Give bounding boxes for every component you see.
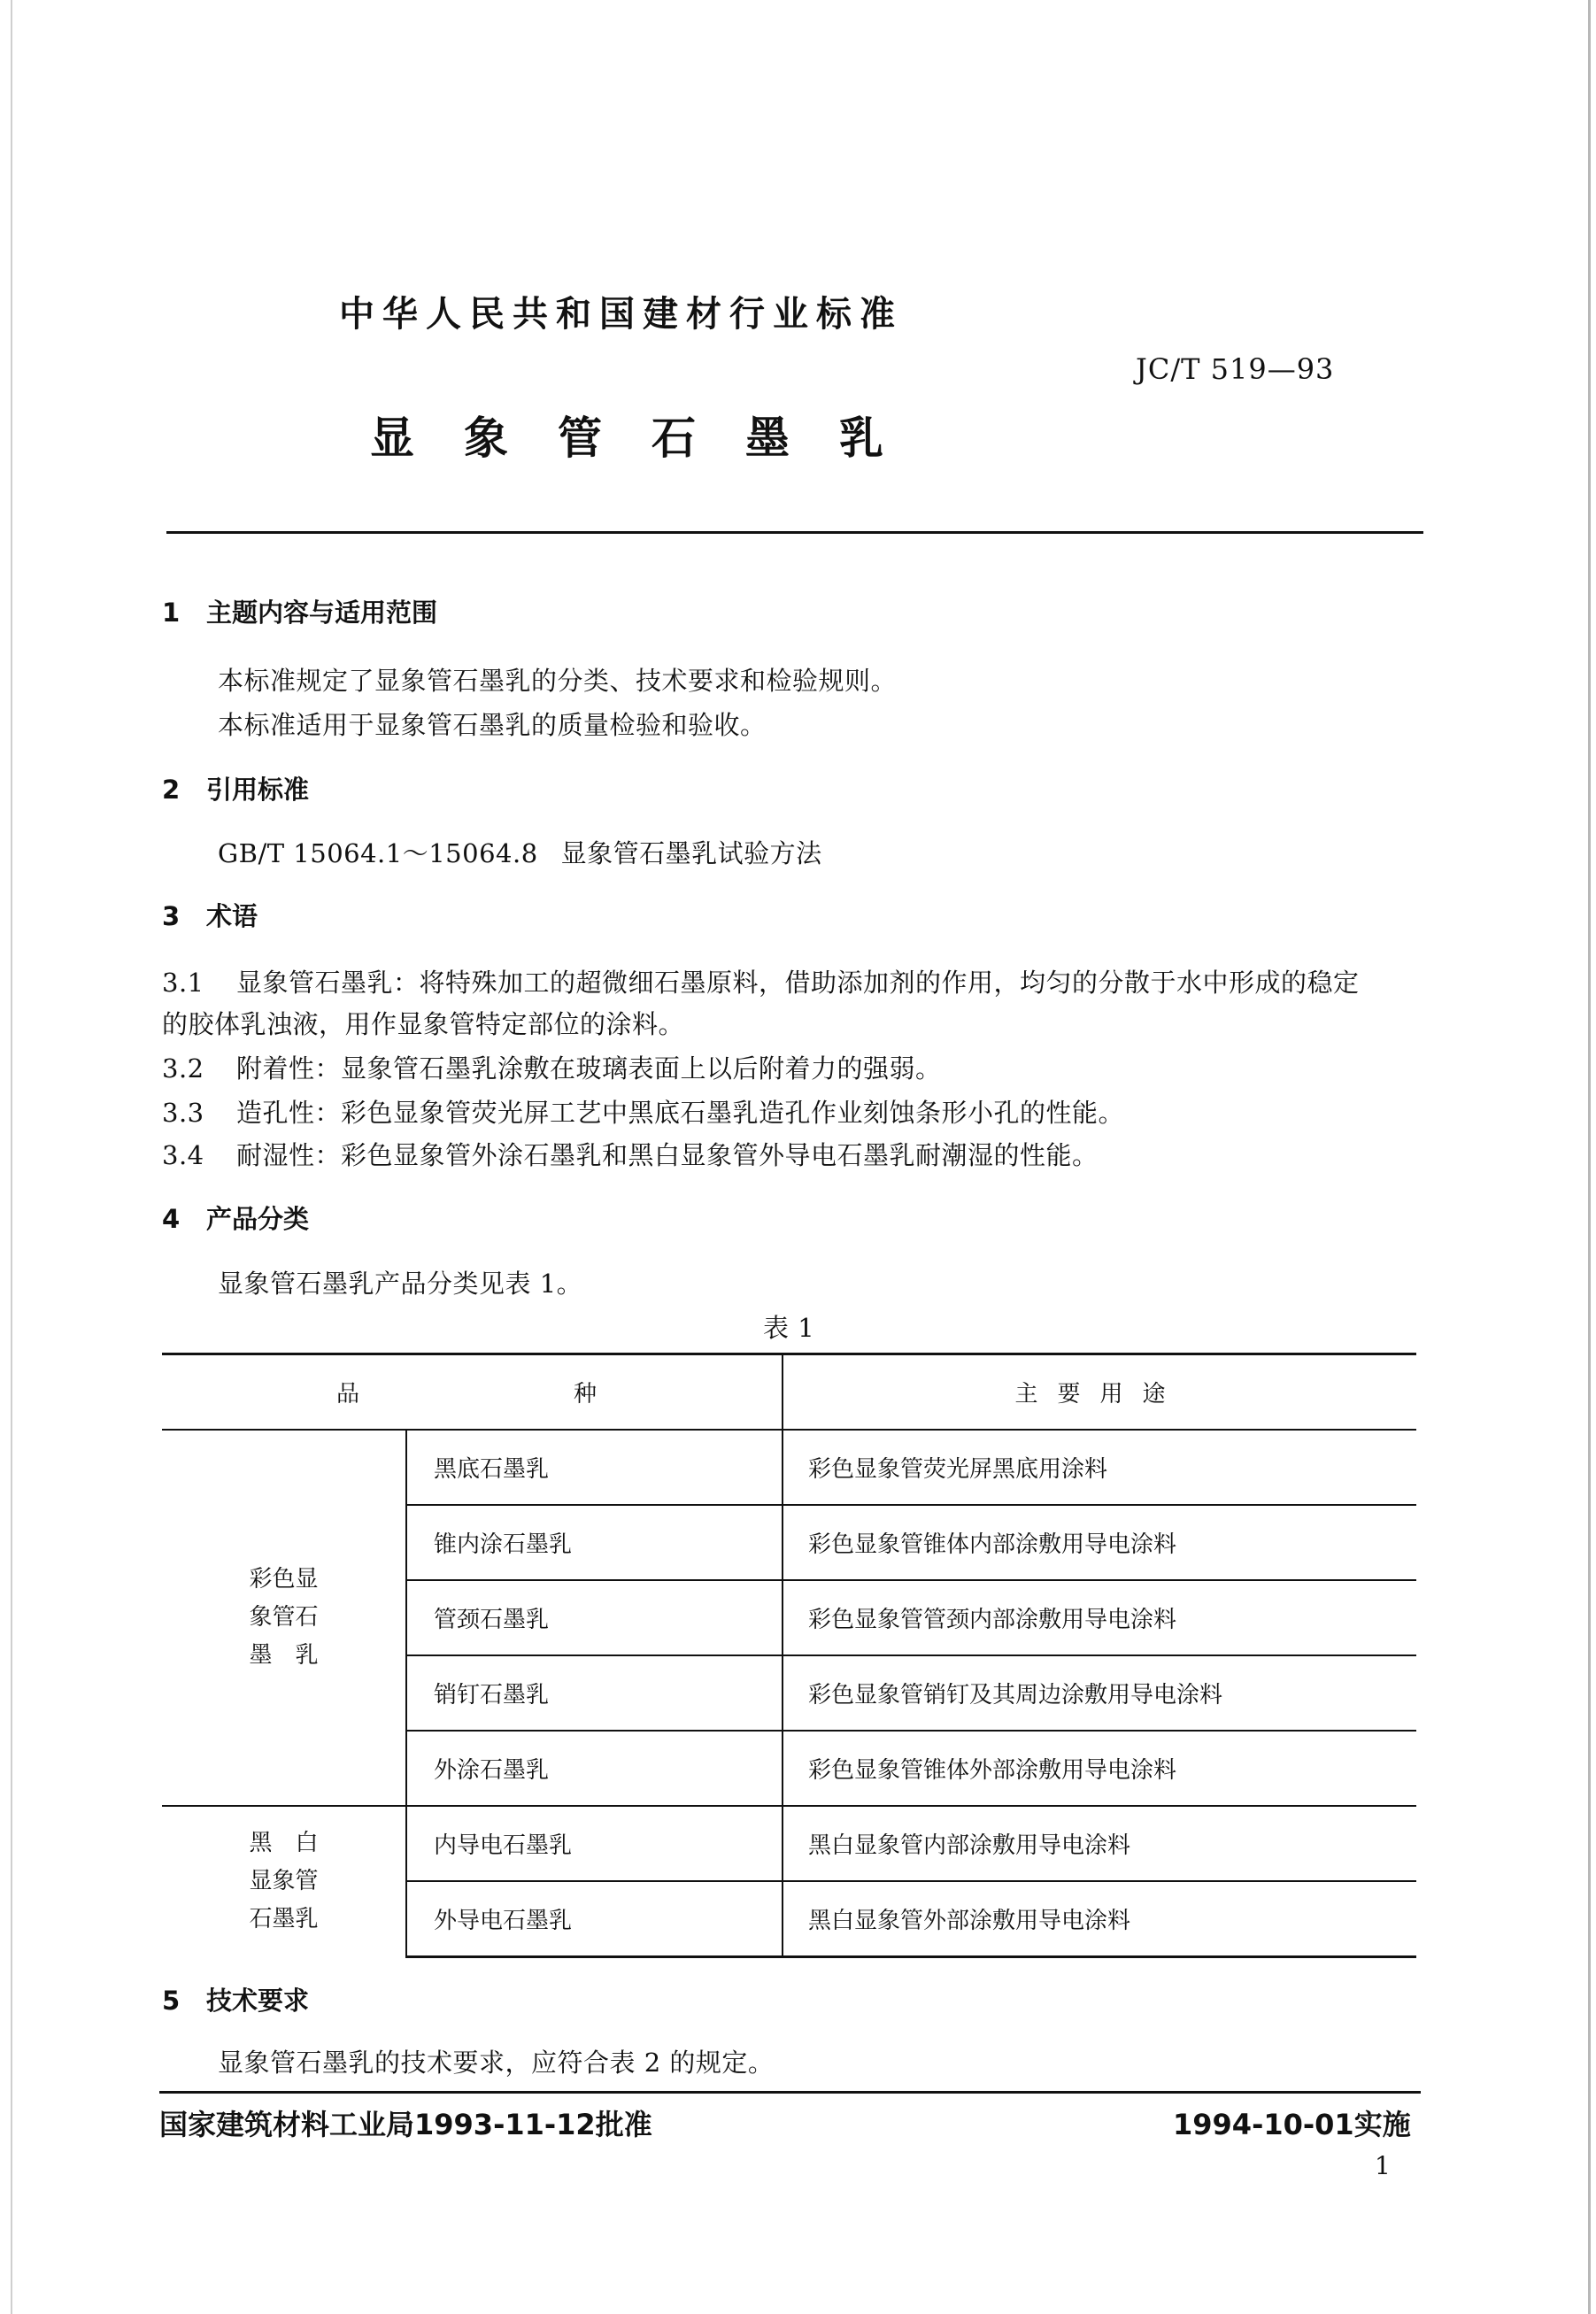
header-rule (166, 531, 1423, 534)
group-label-bw (162, 1806, 406, 1957)
issuer-title: 中华人民共和国建材行业标准 (339, 294, 903, 335)
paragraph: 本标准适用于显象管石墨乳的质量检验和验收。 (218, 710, 767, 740)
product-name: 内导电石墨乳 (406, 1806, 783, 1881)
header-variety (162, 1354, 783, 1431)
group-label-line: 象管石 (249, 1604, 319, 1631)
document-title: 显象管石墨乳 (370, 413, 933, 464)
section-title: 产品分类 (206, 1204, 310, 1234)
term-text: 造孔性：彩色显象管荧光屏工艺中黑底石墨乳造孔作业刻蚀条形小孔的性能。 (236, 1098, 1125, 1128)
term-3-1 (162, 963, 1360, 999)
product-use: 彩色显象管销钉及其周边涂敷用导电涂料 (783, 1655, 1416, 1731)
term-3-1-continued: 的胶体乳浊液，用作显象管特定部位的涂料。 (162, 1009, 685, 1039)
section-5-heading (162, 1981, 309, 2017)
product-use: 彩色显象管管颈内部涂敷用导电涂料 (783, 1580, 1416, 1655)
section-number: 2 (162, 775, 181, 805)
product-name: 外涂石墨乳 (406, 1731, 783, 1806)
section-title: 引用标准 (206, 775, 310, 805)
page-number: 1 (1375, 2151, 1391, 2180)
page-edge-right (1588, 0, 1591, 2314)
footer-rule (159, 2091, 1421, 2094)
product-use: 彩色显象管锥体外部涂敷用导电涂料 (783, 1731, 1416, 1806)
page-edge-left (11, 0, 12, 2314)
product-name: 销钉石墨乳 (406, 1655, 783, 1731)
reference-code: GB/T 15064.1～15064.8 (218, 838, 538, 868)
product-use: 黑白显象管内部涂敷用导电涂料 (783, 1806, 1416, 1881)
group-label-line: 黑 白 (249, 1830, 319, 1857)
section-number: 5 (162, 1986, 181, 2016)
approval-line: 国家建筑材料工业局1993-11-12批准 (159, 2108, 652, 2141)
section-title: 技术要求 (206, 1986, 310, 2016)
classification-table (162, 1353, 1416, 1958)
reference-title: 显象管石墨乳试验方法 (560, 838, 822, 868)
product-name: 黑底石墨乳 (406, 1430, 783, 1505)
term-number: 3.4 (162, 1140, 204, 1170)
term-number: 3.3 (162, 1098, 204, 1128)
product-name: 外导电石墨乳 (406, 1881, 783, 1957)
group-label-line: 彩色显 (249, 1566, 319, 1593)
table-row (162, 1806, 1416, 1881)
paragraph: 显象管石墨乳产品分类见表 1。 (218, 1269, 583, 1299)
term-text: 附着性：显象管石墨乳涂敷在玻璃表面上以后附着力的强弱。 (236, 1053, 942, 1084)
section-title: 主题内容与适用范围 (206, 598, 438, 628)
section-4-heading (162, 1199, 309, 1236)
term-number: 3.2 (162, 1053, 204, 1084)
section-title: 术语 (206, 901, 258, 931)
product-use: 彩色显象管荧光屏黑底用涂料 (783, 1430, 1416, 1505)
section-number: 3 (162, 901, 181, 931)
product-use: 黑白显象管外部涂敷用导电涂料 (783, 1881, 1416, 1957)
effective-date: 1994-10-01实施 (1173, 2108, 1411, 2141)
term-3-2 (162, 1049, 942, 1085)
section-number: 4 (162, 1204, 181, 1234)
header-main-use: 主要用途 (783, 1354, 1416, 1431)
product-name: 管颈石墨乳 (406, 1580, 783, 1655)
reference-standard (218, 834, 822, 870)
table-row (162, 1430, 1416, 1505)
term-text: 显象管石墨乳：将特殊加工的超微细石墨原料，借助添加剂的作用，均匀的分散于水中形成的稳定 (236, 968, 1360, 998)
header-variety-part: 种 (574, 1381, 598, 1408)
table-caption: 表 1 (763, 1313, 815, 1343)
product-use: 彩色显象管锥体内部涂敷用导电涂料 (783, 1505, 1416, 1580)
product-name: 锥内涂石墨乳 (406, 1505, 783, 1580)
term-text: 耐湿性：彩色显象管外涂石墨乳和黑白显象管外导电石墨乳耐潮湿的性能。 (236, 1140, 1099, 1170)
term-number: 3.1 (162, 968, 204, 998)
group-label-color (162, 1430, 406, 1806)
paragraph: 显象管石墨乳的技术要求，应符合表 2 的规定。 (218, 2048, 775, 2078)
group-label-line: 石墨乳 (249, 1906, 319, 1933)
section-1-heading (162, 593, 437, 629)
term-3-3 (162, 1093, 1124, 1130)
group-label-line: 显象管 (249, 1868, 319, 1895)
paragraph: 本标准规定了显象管石墨乳的分类、技术要求和检验规则。 (218, 666, 898, 696)
term-3-4 (162, 1136, 1099, 1172)
header-variety-part: 品 (336, 1381, 360, 1408)
section-3-heading (162, 897, 258, 933)
standard-code: JC/T 519—93 (1136, 352, 1335, 386)
section-number: 1 (162, 598, 181, 628)
section-2-heading (162, 770, 309, 806)
group-label-line: 墨 乳 (249, 1642, 319, 1669)
table-header-row (162, 1354, 1416, 1431)
